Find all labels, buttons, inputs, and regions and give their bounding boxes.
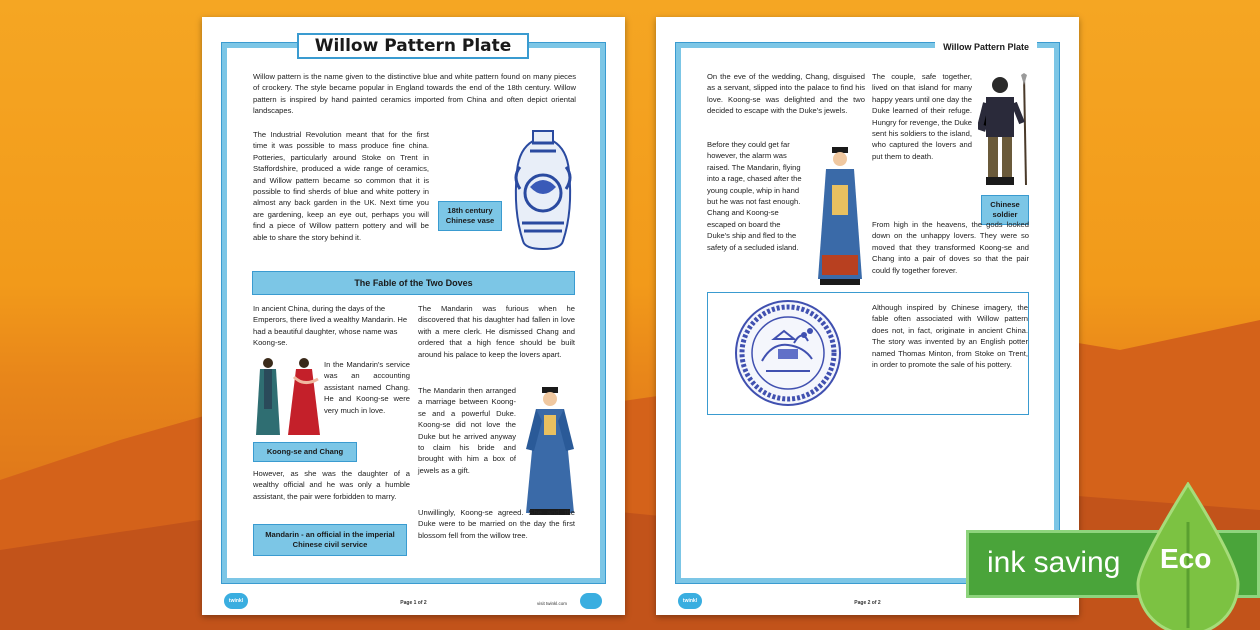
koong-se-and-chang-image [254,355,322,439]
ink-saving-label: ink saving [987,546,1121,579]
mandarin-caption: Mandarin - an official in the imperial Chinese civil service [253,524,407,556]
intro-paragraph: Willow pattern is the name given to the distinctive blue and white pattern found on many pieces of crockery. The style became popular in England towards the end of the 18th century. Willow pattern is inspired by hand painted ceramics imported from China and often depict oriental landscapes. [253,72,576,116]
website-link[interactable]: visit twinkl.com [537,601,568,606]
page-title: Willow Pattern Plate [297,33,529,59]
industrial-paragraph: The Industrial Revolution meant that for the first time it was possible to mass produce fine china. Potteries, particularly around Stoke on Trent in Staffordshire, produced a wide range of ceramics, and Willow pattern became so common that it is possible to find sherds of blue and white pottery in almost any back garden in the UK. Next time you are gardening, keep an eye out, perhaps you will find a piece of Willow pattern pottery and will be able to share the story behind it. [253,130,429,242]
chinese-soldier-image [978,73,1032,191]
fable-paragraph-5: The Mandarin then arranged a marriage between Koong-se and a powerful Duke. Koong-se did not love the Duke but he arrived anyway to claim his bride and brought with him a box of jewels as a gift. [418,386,516,475]
fable-paragraph-2: In the Mandarin's service was an accounting assistant named Chang. He and Koong-se were very much in love. [324,360,410,415]
story-paragraph-3: The couple, safe together, lived on that island for many happy years until one day the Duke learned of their refuge. Hungry for revenge, the Duke sent his soldiers to the island, who captured the lovers and put them to death. [872,72,972,161]
chinese-vase-image [508,127,578,255]
willow-pattern-plate-image [734,299,842,407]
mandarin-image [524,385,576,519]
fable-paragraph-1: In ancient China, during the days of the Emperors, there lived a wealthy Mandarin. He had a beautiful daughter, whose name was Koong-se. [253,304,408,348]
section-heading: The Fable of the Two Doves [252,271,575,295]
page-number: Page 1 of 2 [400,600,427,606]
story-paragraph-1: On the eve of the wedding, Chang, disguised as a servant, slipped into the palace to find his love. Koong-se was delighted and the two decided to escape with the Duke's jewels. [707,72,865,116]
twinkl-logo: twinkl [678,593,702,609]
fable-paragraph-4: The Mandarin was furious when he discovered that his daughter had fallen in love with a mere clerk. He dismissed Chang and ordered that a high fence should be built around his palace to keep the lovers apart. [418,304,575,359]
soldier-caption: Chinese soldier [981,195,1029,225]
plate-paragraph: Although inspired by Chinese imagery, the fable often associated with Willow pattern does not, in fact, originate in ancient China. The story was invented by an English potter named Thomas Minton, from Stoke on Trent, in order to promote the sale of his pottery. [872,303,1028,370]
fable-paragraph-6: Unwillingly, Koong-se agreed. She and the Duke were to be married on the day the first blossom fell from the willow tree. [418,508,575,540]
story-paragraph-4: From high in the heavens, the gods looked down on the unhappy lovers. They were so moved that they transformed Koong-se and Chang into a pair of doves so that the pair could fly together forever. [872,220,1029,275]
twinkl-badge-icon [580,593,602,609]
worksheet-page-1 [202,17,625,615]
page-title: Willow Pattern Plate [935,38,1037,56]
couple-caption: Koong-se and Chang [253,442,357,462]
eco-label: Eco [1160,543,1212,574]
worksheet-page-2 [656,17,1079,615]
story-paragraph-2: Before they could get far however, the alarm was raised. The Mandarin, flying into a rage, chased after the young couple, whip in hand but he was not fast enough. Chang and Koong-se escaped on board the Duke's ship and fled to the safety of a secluded island. [707,140,802,252]
twinkl-logo: twinkl [224,593,248,609]
page-number: Page 2 of 2 [854,600,881,606]
vase-caption: 18th century Chinese vase [438,201,502,231]
mandarin-chasing-image [814,145,866,291]
fable-paragraph-3: However, as she was the daughter of a wealthy official and he was only a humble assistant, the pair were forbidden to marry. [253,469,410,501]
